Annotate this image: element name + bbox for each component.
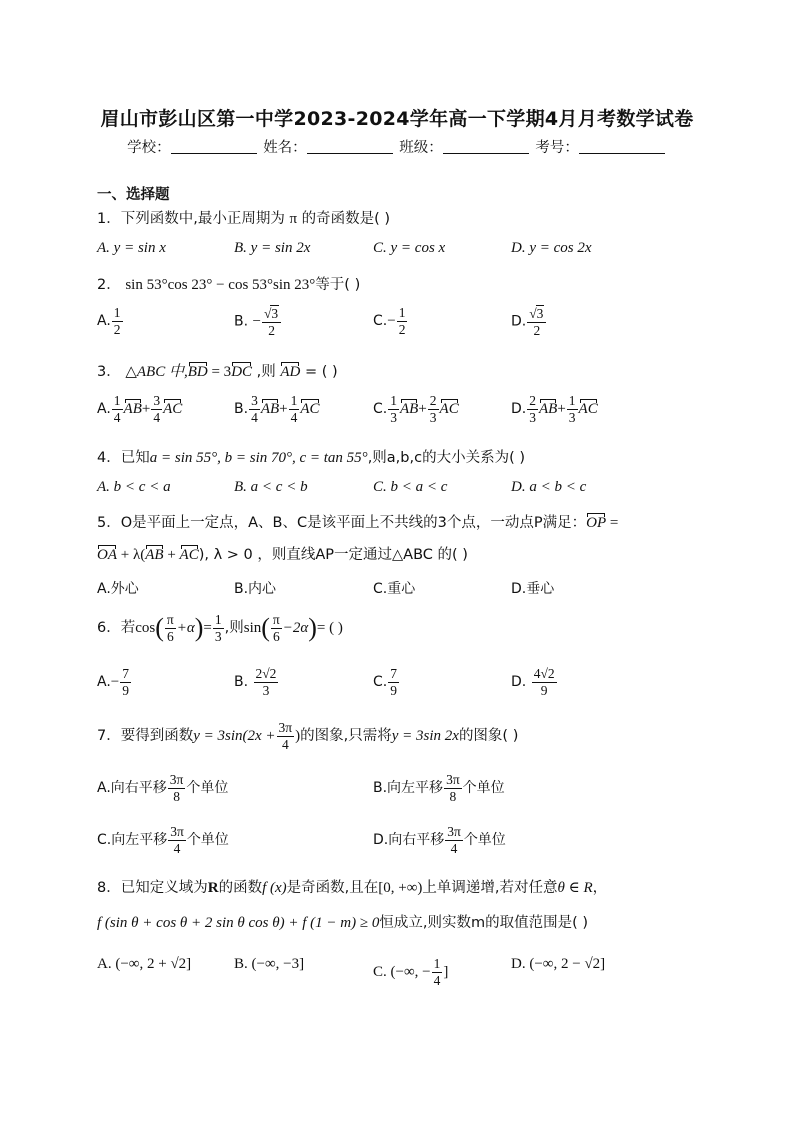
- q6-text: 6．若: [97, 620, 136, 637]
- q3-b-plus: +: [279, 401, 288, 418]
- q2-text-tail: 等于( ): [315, 277, 361, 293]
- q7-c-unit: 个单位: [186, 832, 229, 849]
- q3-mid: ,则: [252, 364, 281, 380]
- q7-c-fraction: [168, 824, 186, 856]
- q2-b-num: 3: [271, 306, 279, 321]
- q8-fx: f (x): [262, 880, 287, 896]
- q3-option-c: [373, 393, 459, 425]
- q3-a-coef1: [112, 393, 123, 425]
- q7-b-den: 8: [449, 788, 457, 804]
- q3-a-plus: +: [141, 401, 151, 418]
- exam-number-label: 考号：: [535, 140, 579, 156]
- q3-eq: = 3: [207, 364, 232, 380]
- q2-expression: sin 53°cos 23° − cos 53°sin 23°: [125, 277, 316, 293]
- question-8-stem-line-1: [97, 876, 607, 897]
- q7-d-den: 4: [450, 840, 458, 856]
- q1-text: 1．下列函数中,最小正周期为: [97, 211, 285, 227]
- q6-three: 3: [214, 628, 222, 644]
- q6-b-fraction: [254, 666, 279, 698]
- q4-option-b: B. a < c < b: [234, 479, 308, 495]
- q6-paren-open-2: (: [261, 613, 270, 643]
- q3-a-n1: 1: [113, 393, 121, 408]
- q3-c-d1: 3: [390, 409, 397, 425]
- q8-c-num: 1: [433, 956, 441, 971]
- q5-vector-ac: AC: [180, 544, 199, 564]
- q1-text-tail: 的奇函数是( ): [297, 211, 391, 227]
- q3-tail: = ( ): [300, 364, 338, 380]
- question-2-stem: [97, 273, 360, 294]
- q6-c-num: 7: [390, 666, 397, 681]
- q3-d-d1: 3: [529, 409, 536, 425]
- q3-a-vector-ab: AB: [124, 398, 142, 418]
- q3-c-n2: 2: [429, 393, 437, 408]
- q6-six-a: 6: [166, 628, 174, 644]
- q1-option-a: A. y = sin x: [97, 240, 166, 256]
- q4-tail: ,则a,b,c的大小关系为( ): [367, 450, 525, 466]
- q6-pi-over-6-b: [271, 612, 282, 644]
- q6-tail: = ( ): [316, 620, 343, 637]
- q3-c-coef1: [388, 393, 399, 425]
- q8-interval: [0, +∞): [378, 880, 423, 896]
- q3-a-label: A.: [97, 401, 111, 418]
- q3-a-d1: 4: [113, 409, 121, 425]
- q1-option-b: B. y = sin 2x: [234, 240, 311, 256]
- q7-three-pi: 3π: [278, 720, 293, 735]
- q3-d-vector-ab: AB: [539, 398, 557, 418]
- q6-d-den: 9: [540, 682, 548, 698]
- school-label: 学校：: [127, 140, 171, 156]
- q2-option-d: [511, 305, 547, 338]
- q7-four: 4: [281, 736, 289, 752]
- q4-condition: a = sin 55°, b = sin 70°, c = tan 55°: [149, 450, 368, 466]
- q3-c-d2: 3: [429, 409, 437, 425]
- q1-pi: π: [289, 211, 298, 227]
- q3-a-vector-ac: AC: [163, 398, 182, 418]
- q3-a-d2: 4: [153, 409, 161, 425]
- q6-one-third: [213, 612, 224, 644]
- q6-d-label: D.: [511, 674, 527, 691]
- q3-b-coef1: [249, 393, 260, 425]
- q2-b-den: 2: [268, 322, 275, 338]
- q3-text: △ABC 中,: [125, 364, 188, 380]
- q3-b-coef2: [289, 393, 300, 425]
- q3-a-coef2: [151, 393, 162, 425]
- q6-b-den: 3: [262, 682, 270, 698]
- q2-number: 2．: [97, 277, 121, 293]
- q6-c-fraction: [388, 666, 399, 698]
- q8-real-set: R: [207, 880, 219, 896]
- q8-inequality: f (sin θ + cos θ + 2 sin θ cos θ) + f (1 − m) ≥ 0: [97, 915, 380, 931]
- q6-d-num: 4√2: [533, 666, 555, 681]
- q7-text: 7．要得到函数: [97, 728, 194, 745]
- q2-a-num: 1: [113, 305, 121, 320]
- q8-c-den: 4: [433, 972, 441, 988]
- q8-text-b: 的函数: [218, 880, 263, 896]
- class-label: 班级：: [399, 140, 443, 156]
- student-info-line: [0, 136, 794, 157]
- q6-a-den: 9: [122, 682, 129, 698]
- q6-option-b: [234, 666, 279, 698]
- q6-pi-over-6-a: [165, 612, 176, 644]
- q2-d-root: √: [529, 306, 537, 321]
- q3-c-label: C.: [373, 401, 388, 418]
- q6-b-label: B.: [234, 674, 249, 691]
- q5-eq: =: [606, 515, 619, 531]
- q7-a-den: 8: [173, 788, 180, 804]
- q6-minus-2alpha: −2α: [282, 620, 309, 637]
- q2-c-den: 2: [398, 321, 406, 337]
- q6-b-num: 2√2: [255, 666, 277, 681]
- q6-d-fraction: [532, 666, 557, 698]
- q5-vector-ab: AB: [145, 544, 163, 564]
- q1-option-d: D. y = cos 2x: [511, 240, 592, 256]
- q6-option-a: [97, 666, 132, 698]
- q2-c-sign: −: [387, 313, 396, 330]
- q4-option-a: A. b < c < a: [97, 479, 171, 495]
- q2-d-num-wrap: [527, 305, 546, 323]
- question-8-stem-line-2: [97, 911, 588, 932]
- q8-option-c: [373, 956, 448, 988]
- q5-text: 5．O是平面上一定点，A、B、C是该平面上不共线的3个点，一动点P满足：: [97, 515, 587, 531]
- q5-option-b: B.内心: [234, 581, 277, 597]
- q6-plus-alpha: +α: [176, 620, 195, 637]
- q3-c-vector-ab: AB: [400, 398, 418, 418]
- q3-vector-bd: BD: [188, 361, 208, 381]
- q7-b-label: B.向左平移: [373, 780, 444, 797]
- q3-option-d: [511, 393, 598, 425]
- q8-text-a: 8．已知定义域为: [97, 880, 208, 896]
- q2-c-label: C.: [373, 313, 388, 330]
- q3-vector-dc: DC: [231, 361, 252, 381]
- q2-b-root: √: [263, 306, 272, 321]
- q8-text-c: 是奇函数,且在: [286, 880, 379, 896]
- q3-c-n1: 1: [390, 393, 397, 408]
- q5-lambda: + λ(: [117, 547, 146, 563]
- q3-b-vector-ab: AB: [261, 398, 279, 418]
- q6-then: ,则: [224, 620, 244, 637]
- q7-three-pi-over-four: [277, 720, 295, 752]
- question-6-stem: [97, 612, 343, 644]
- q2-b-fraction: [262, 305, 281, 338]
- name-blank: [307, 139, 393, 154]
- q7-function-b: ): [295, 728, 301, 745]
- q7-c-num: 3π: [170, 824, 184, 839]
- q3-vector-ad: AD: [280, 361, 300, 381]
- q6-eq1: =: [203, 620, 212, 637]
- q3-b-d2: 4: [290, 409, 298, 425]
- q3-d-coef1: [527, 393, 538, 425]
- q3-c-vector-ac: AC: [440, 398, 459, 418]
- q6-option-c: [373, 666, 400, 698]
- q3-d-vector-ac: AC: [579, 398, 598, 418]
- q7-d-unit: 个单位: [463, 832, 506, 849]
- q3-option-a: [97, 393, 182, 425]
- q1-option-c: C. y = cos x: [373, 240, 446, 256]
- q2-a-den: 2: [113, 321, 121, 337]
- q7-d-num: 3π: [447, 824, 461, 839]
- q7-a-fraction: [168, 772, 186, 804]
- q8-text-e: ，: [592, 880, 608, 896]
- q7-option-c: [97, 824, 229, 856]
- q6-cos: cos: [135, 620, 156, 637]
- section-heading: 一、选择题: [97, 187, 170, 203]
- name-label: 姓名：: [263, 140, 307, 156]
- q5-tail: ), λ > 0 ，则直线AP一定通过△ABC 的( ): [198, 547, 468, 563]
- q2-a-fraction: [112, 305, 123, 337]
- q6-option-d: [511, 666, 558, 698]
- q5-option-a: A.外心: [97, 581, 139, 597]
- q8-c-fraction: [432, 956, 443, 988]
- q6-paren-open-1: (: [155, 613, 164, 643]
- q7-option-a: [97, 772, 228, 804]
- q3-number: 3．: [97, 364, 121, 380]
- q7-function-a: y = 3sin(2x +: [193, 728, 276, 745]
- q8-c-close: ]: [443, 964, 449, 981]
- question-1-stem: [97, 207, 390, 228]
- q6-c-den: 9: [390, 682, 397, 698]
- exam-number-blank: [579, 139, 665, 154]
- q6-pi-a: π: [166, 612, 174, 627]
- q4-option-d: D. a < b < c: [511, 479, 587, 495]
- q2-option-a: [97, 305, 124, 337]
- q2-c-fraction: [397, 305, 408, 337]
- q2-b-sign: −: [252, 313, 261, 330]
- q2-d-fraction: [527, 305, 546, 338]
- q6-a-num: 7: [122, 666, 129, 681]
- q7-function-2: y = 3sin 2x: [391, 728, 459, 745]
- q6-paren-close-1: ): [194, 613, 204, 643]
- q3-c-coef2: [428, 393, 439, 425]
- q2-d-num: 3: [536, 306, 544, 321]
- q8-option-a: A. (−∞, 2 + √2]: [97, 956, 192, 972]
- q5-option-d: D.垂心: [511, 581, 555, 597]
- q6-a-sign: −: [110, 674, 120, 691]
- q2-c-num: 1: [398, 305, 406, 320]
- q3-b-vector-ac: AC: [300, 398, 319, 418]
- q8-theta: θ ∈ R: [557, 880, 593, 896]
- q3-b-label: B.: [234, 401, 249, 418]
- q3-d-plus: +: [557, 401, 566, 418]
- q5-plus: +: [163, 547, 180, 563]
- q6-c-label: C.: [373, 674, 388, 691]
- question-5-stem-line-1: [97, 511, 618, 532]
- q8-tail: 恒成立,则实数m的取值范围是( ): [379, 915, 588, 931]
- q7-mid: 的图象,只需将: [300, 728, 392, 745]
- q3-b-n2: 1: [290, 393, 298, 408]
- q3-d-n2: 1: [568, 393, 576, 408]
- q7-b-unit: 个单位: [462, 780, 505, 797]
- q8-c-text: C. (−∞, −: [373, 964, 431, 981]
- page-title: 眉山市彭山区第一中学2023-2024学年高一下学期4月月考数学试卷: [100, 108, 694, 130]
- q3-d-d2: 3: [568, 409, 576, 425]
- q7-d-fraction: [445, 824, 463, 856]
- q2-b-label: B.: [234, 313, 249, 330]
- q3-d-coef2: [567, 393, 578, 425]
- q7-tail: 的图象( ): [458, 728, 519, 745]
- q5-vector-oa: OA: [97, 544, 117, 564]
- q7-a-num: 3π: [169, 772, 184, 787]
- q8-option-b: B. (−∞, −3]: [234, 956, 305, 972]
- q3-option-b: [234, 393, 320, 425]
- q6-a-fraction: [120, 666, 131, 698]
- class-blank: [443, 139, 529, 154]
- q5-option-c: C.重心: [373, 581, 416, 597]
- q6-six-b: 6: [272, 628, 280, 644]
- q5-vector-op: OP: [586, 512, 606, 532]
- q7-a-unit: 个单位: [186, 780, 229, 797]
- q7-option-b: [373, 772, 505, 804]
- question-3-stem: [97, 360, 338, 381]
- q8-text-d: 上单调递增,若对任意: [422, 880, 558, 896]
- school-blank: [171, 139, 257, 154]
- q3-b-n1: 3: [251, 393, 258, 408]
- q2-d-label: D.: [511, 313, 527, 330]
- q2-b-num-wrap: [262, 305, 281, 323]
- q4-text: 4．已知: [97, 450, 150, 466]
- q3-d-n1: 2: [529, 393, 536, 408]
- question-7-stem: [97, 720, 518, 752]
- q3-c-plus: +: [418, 401, 427, 418]
- q3-a-n2: 3: [153, 393, 161, 408]
- q2-a-label: A.: [97, 313, 111, 330]
- q6-one: 1: [214, 612, 222, 627]
- q6-a-label: A.: [97, 674, 111, 691]
- q4-option-c: C. b < a < c: [373, 479, 448, 495]
- q7-b-num: 3π: [446, 772, 460, 787]
- q8-option-d: D. (−∞, 2 − √2]: [511, 956, 606, 972]
- q3-b-d1: 4: [251, 409, 258, 425]
- q7-b-fraction: [444, 772, 462, 804]
- q6-paren-close-2: ): [308, 613, 317, 643]
- q7-a-label: A.向右平移: [97, 780, 167, 797]
- question-5-stem-line-2: [97, 543, 468, 564]
- q6-pi-b: π: [272, 612, 280, 627]
- q6-sin: sin: [243, 620, 262, 637]
- question-4-stem: [97, 446, 525, 467]
- q2-option-b: [234, 305, 282, 338]
- q2-option-c: [373, 305, 408, 337]
- q7-option-d: [373, 824, 506, 856]
- q7-c-den: 4: [173, 840, 181, 856]
- q7-d-label: D.向右平移: [373, 832, 445, 849]
- q7-c-label: C.向左平移: [97, 832, 168, 849]
- q3-d-label: D.: [511, 401, 527, 418]
- q2-d-den: 2: [533, 322, 541, 338]
